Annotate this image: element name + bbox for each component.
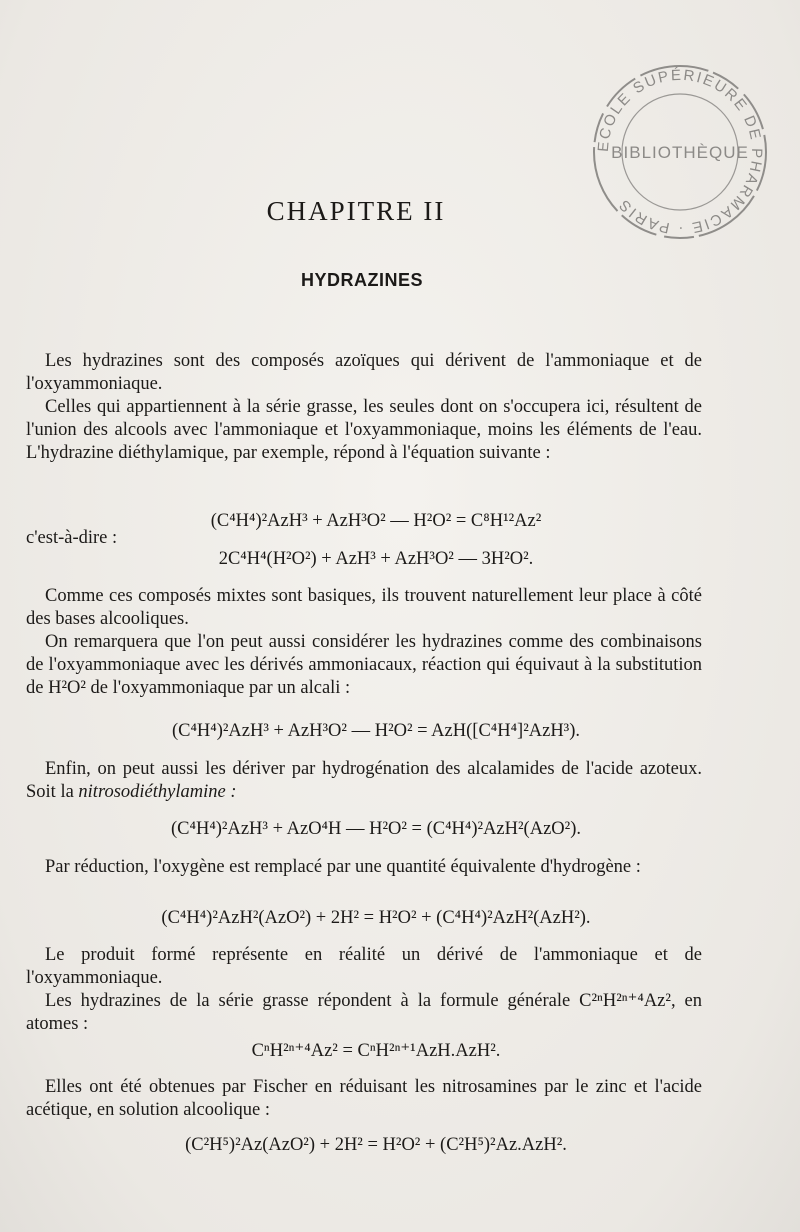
paragraph-5 — [26, 758, 702, 804]
formula-7: (C²H⁵)²Az(AzO²) + 2H² = H²O² + (C²H⁵)²Az.AzH². — [185, 1135, 567, 1155]
paragraph-8: Les hydrazines de la série grasse répondent à la formule générale C²ⁿH²ⁿ⁺⁴Az², en atomes : — [26, 991, 702, 1034]
label-cest-a-dire: c'est-à-dire : — [26, 528, 118, 548]
paragraph-6: Par réduction, l'oxygène est remplacé par une quantité équivalente d'hydrogène : — [45, 857, 641, 877]
paragraph-7: Le produit formé représente en réalité un dérivé de l'ammoniaque et de l'oxyammoniaque. — [26, 945, 702, 988]
paragraph-group-3 — [26, 758, 702, 804]
section-title: HYDRAZINES — [300, 270, 423, 290]
paragraph-group-6 — [26, 1076, 702, 1122]
paragraph-2: Celles qui appartiennent à la série grasse, les seules dont on s'occupera ici, résultent de l'union des alcools avec l'ammoniaque et l'oxyammoniaque, moins les éléments de l'eau. L'hydrazine diéthylamique, par exemple, répond à l'équation suivante : — [26, 397, 702, 463]
paragraph-3: Comme ces composés mixtes sont basiques, ils trouvent naturellement leur place à côté des bases alcooliques. — [26, 586, 702, 629]
formula-3: (C⁴H⁴)²AzH³ + AzH³O² — H²O² = AzH([C⁴H⁴]²AzH³). — [171, 721, 581, 741]
stamp-ring-text: ECOLE SUPÉRIEURE DE PHARMACIE · PARIS — [594, 66, 766, 238]
nitrosodiethylamine-term: nitrosodiéthylamine : — [78, 782, 237, 802]
stamp-center-text: BIBLIOTHÈQUE — [611, 143, 749, 162]
paragraph-group-2 — [26, 585, 702, 700]
paragraph-5-text: Enfin, on peut aussi les dériver par hydrogénation des alcalamides de l'acide azoteux. Soit la — [26, 759, 702, 802]
chapter-title: CHAPITRE II — [266, 196, 446, 226]
paragraph-group-4 — [26, 856, 702, 879]
paragraph-4: On remarquera que l'on peut aussi considérer les hydrazines comme des combinaisons de l'oxyammoniaque avec les dérivés ammoniacaux, réaction qui équivaut à la substitution de H²O² de l'oxyammoniaque par un alcali : — [26, 632, 702, 698]
paragraph-group-5 — [26, 944, 702, 1036]
paragraph-1: Les hydrazines sont des composés azoïques qui dérivent de l'ammoniaque et de l'oxyammoniaque. — [26, 351, 702, 394]
formula-1: (C⁴H⁴)²AzH³ + AzH³O² — H²O² = C⁸H¹²Az² — [210, 511, 542, 531]
formula-4: (C⁴H⁴)²AzH³ + AzO⁴H — H²O² = (C⁴H⁴)²AzH²(AzO²). — [171, 819, 581, 839]
formula-2: 2C⁴H⁴(H²O²) + AzH³ + AzH³O² — 3H²O². — [218, 549, 534, 569]
formula-6: CⁿH²ⁿ⁺⁴Az² = CⁿH²ⁿ⁺¹AzH.AzH². — [251, 1041, 501, 1061]
paragraph-9: Elles ont été obtenues par Fischer en réduisant les nitrosamines par le zinc et l'acide acétique, en solution alcoolique : — [26, 1077, 702, 1120]
formula-5: (C⁴H⁴)²AzH²(AzO²) + 2H² = H²O² + (C⁴H⁴)²AzH²(AzH²). — [161, 908, 591, 928]
paragraph-intro — [26, 350, 702, 465]
